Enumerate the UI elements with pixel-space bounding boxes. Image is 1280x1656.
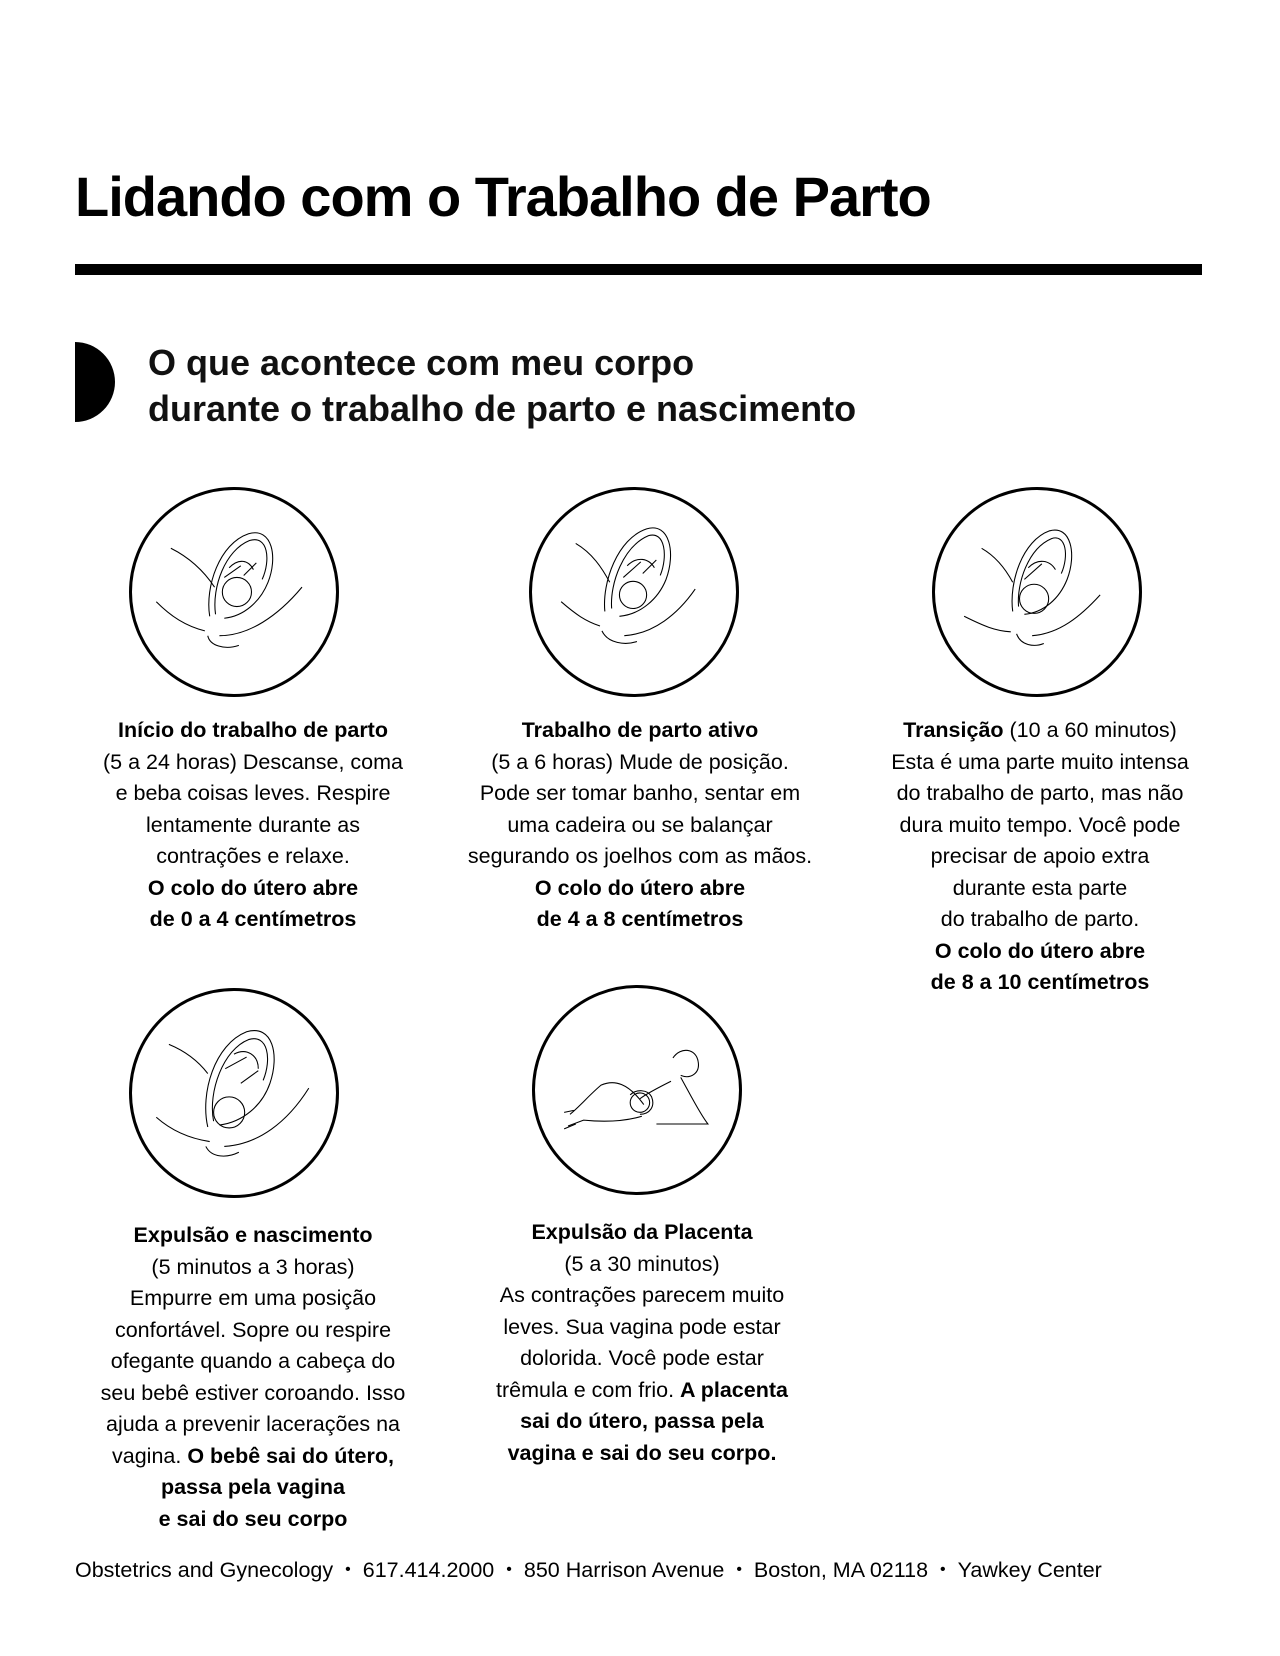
caption-bold-text: Transição xyxy=(903,718,1004,742)
caption-line xyxy=(420,904,860,936)
caption-line xyxy=(420,747,860,779)
caption-text: Pode ser tomar banho, sentar em xyxy=(479,781,801,805)
caption-line xyxy=(422,1375,862,1407)
caption-line xyxy=(38,747,468,779)
caption-line xyxy=(840,904,1240,936)
caption-text: (5 a 24 horas) Descanse, coma xyxy=(103,749,403,774)
caption-bold-text: Início do trabalho de parto xyxy=(118,718,388,742)
caption-bold-text: sai do útero, passa pela xyxy=(520,1409,764,1433)
title-rule xyxy=(75,264,1202,275)
caption-line xyxy=(840,841,1240,873)
caption-line xyxy=(840,936,1240,968)
footer-separator: • xyxy=(506,1561,512,1578)
caption-text: dura muito tempo. Você pode xyxy=(899,812,1181,837)
caption-line xyxy=(43,1441,463,1473)
caption-text: precisar de apoio extra xyxy=(930,844,1150,868)
section-heading-line-1: O que acontece com meu corpo xyxy=(148,342,695,383)
footer-contact xyxy=(75,1555,1205,1585)
caption-text: Empurre em uma posição xyxy=(129,1286,377,1310)
caption-line xyxy=(43,1409,463,1441)
caption-text: (10 a 60 minutos) xyxy=(1003,718,1177,742)
caption-bold-text: Expulsão da Placenta xyxy=(531,1220,753,1244)
caption-text: trêmula e com frio. xyxy=(496,1377,681,1402)
stage-1-caption xyxy=(38,715,468,936)
caption-text: leves. Sua vagina pode estar xyxy=(503,1314,781,1339)
footer-item: 617.414.2000 xyxy=(362,1558,495,1582)
caption-line xyxy=(840,810,1240,842)
caption-line xyxy=(38,873,468,905)
caption-line xyxy=(422,1406,862,1438)
section-marker xyxy=(75,342,115,422)
caption-bold-text: de 8 a 10 centímetros xyxy=(930,970,1150,994)
caption-text: ofegante quando a cabeça do xyxy=(110,1349,396,1373)
section-heading-line-2: durante o trabalho de parto e nascimento xyxy=(148,388,857,429)
caption-line xyxy=(38,904,468,936)
caption-text: segurando os joelhos com as mãos. xyxy=(467,844,813,868)
section-heading xyxy=(148,340,856,432)
caption-bold-text: de 4 a 8 centímetros xyxy=(536,907,744,931)
caption-bold-text: Trabalho de parto ativo xyxy=(521,718,759,742)
caption-text: As contrações parecem muito xyxy=(499,1283,785,1307)
stage-title xyxy=(43,1220,463,1252)
caption-bold-text: O colo do útero abre xyxy=(534,875,746,900)
caption-line xyxy=(840,778,1240,810)
caption-text: do trabalho de parto, mas não xyxy=(896,781,1184,805)
footer-item: 850 Harrison Avenue xyxy=(523,1558,725,1582)
footer-separator: • xyxy=(940,1561,946,1578)
caption-text: (5 a 6 horas) Mude de posição. xyxy=(491,749,789,774)
footer-item: Boston, MA 02118 xyxy=(753,1558,929,1582)
caption-line xyxy=(840,747,1240,779)
caption-text: confortável. Sopre ou respire xyxy=(114,1317,392,1342)
stage-1-illustration xyxy=(129,487,339,697)
caption-text: (5 minutos a 3 horas) xyxy=(151,1254,355,1279)
caption-line xyxy=(420,778,860,810)
caption-text: Esta é uma parte muito intensa xyxy=(891,749,1189,774)
footer-separator: • xyxy=(736,1561,742,1578)
caption-line xyxy=(43,1252,463,1284)
caption-line xyxy=(422,1438,862,1470)
caption-text: (5 a 30 minutos) xyxy=(564,1251,720,1276)
caption-line xyxy=(422,1312,862,1344)
caption-text: seu bebê estiver coroando. Isso xyxy=(100,1380,406,1405)
caption-bold-text: A placenta xyxy=(680,1377,788,1402)
stage-2-illustration xyxy=(529,487,739,697)
caption-text: uma cadeira ou se balançar xyxy=(507,812,773,837)
caption-bold-text: O bebê sai do útero, xyxy=(187,1443,394,1468)
caption-line xyxy=(43,1472,463,1504)
caption-line xyxy=(43,1283,463,1315)
caption-line xyxy=(43,1315,463,1347)
caption-line xyxy=(420,810,860,842)
caption-bold-text: Expulsão e nascimento xyxy=(133,1223,373,1247)
caption-bold-text: de 0 a 4 centímetros xyxy=(149,907,357,931)
caption-line xyxy=(422,1343,862,1375)
caption-line xyxy=(422,1280,862,1312)
caption-line xyxy=(840,873,1240,905)
caption-bold-text: passa pela vagina xyxy=(160,1475,346,1499)
caption-line xyxy=(43,1378,463,1410)
caption-text: dolorida. Você pode estar xyxy=(520,1346,764,1370)
caption-text: do trabalho de parto. xyxy=(940,907,1140,931)
caption-line xyxy=(840,967,1240,999)
stage-title xyxy=(420,715,860,747)
caption-line xyxy=(43,1346,463,1378)
stage-3-illustration xyxy=(932,487,1142,697)
footer-separator: • xyxy=(345,1561,351,1578)
caption-text: contrações e relaxe. xyxy=(156,844,350,868)
stage-title xyxy=(38,715,468,747)
caption-bold-text: O colo do útero abre xyxy=(147,875,359,900)
footer-item: Obstetrics and Gynecology xyxy=(75,1558,334,1582)
caption-bold-text: e sai do seu corpo xyxy=(158,1506,348,1531)
caption-text: vagina. xyxy=(112,1443,188,1468)
page-title: Lidando com o Trabalho de Parto xyxy=(75,165,931,228)
caption-line xyxy=(43,1504,463,1536)
stage-title xyxy=(840,715,1240,747)
caption-text: ajuda a prevenir lacerações na xyxy=(105,1412,401,1436)
stage-4-caption xyxy=(43,1220,463,1535)
caption-bold-text: O colo do útero abre xyxy=(934,938,1146,963)
stage-2-caption xyxy=(420,715,860,936)
caption-bold-text: vagina e sai do seu corpo. xyxy=(507,1440,777,1465)
caption-line xyxy=(420,841,860,873)
caption-text: e beba coisas leves. Respire xyxy=(115,781,391,805)
stage-5-caption xyxy=(422,1217,862,1469)
caption-text: durante esta parte xyxy=(952,875,1128,900)
stage-5-illustration xyxy=(532,985,742,1195)
caption-line xyxy=(38,841,468,873)
caption-line xyxy=(38,810,468,842)
footer-item: Yawkey Center xyxy=(957,1558,1102,1582)
stage-title xyxy=(422,1217,862,1249)
stage-4-illustration xyxy=(129,988,339,1198)
caption-line xyxy=(420,873,860,905)
caption-line xyxy=(422,1249,862,1281)
caption-text: lentamente durante as xyxy=(146,812,360,837)
caption-line xyxy=(38,778,468,810)
stage-3-caption xyxy=(840,715,1240,999)
